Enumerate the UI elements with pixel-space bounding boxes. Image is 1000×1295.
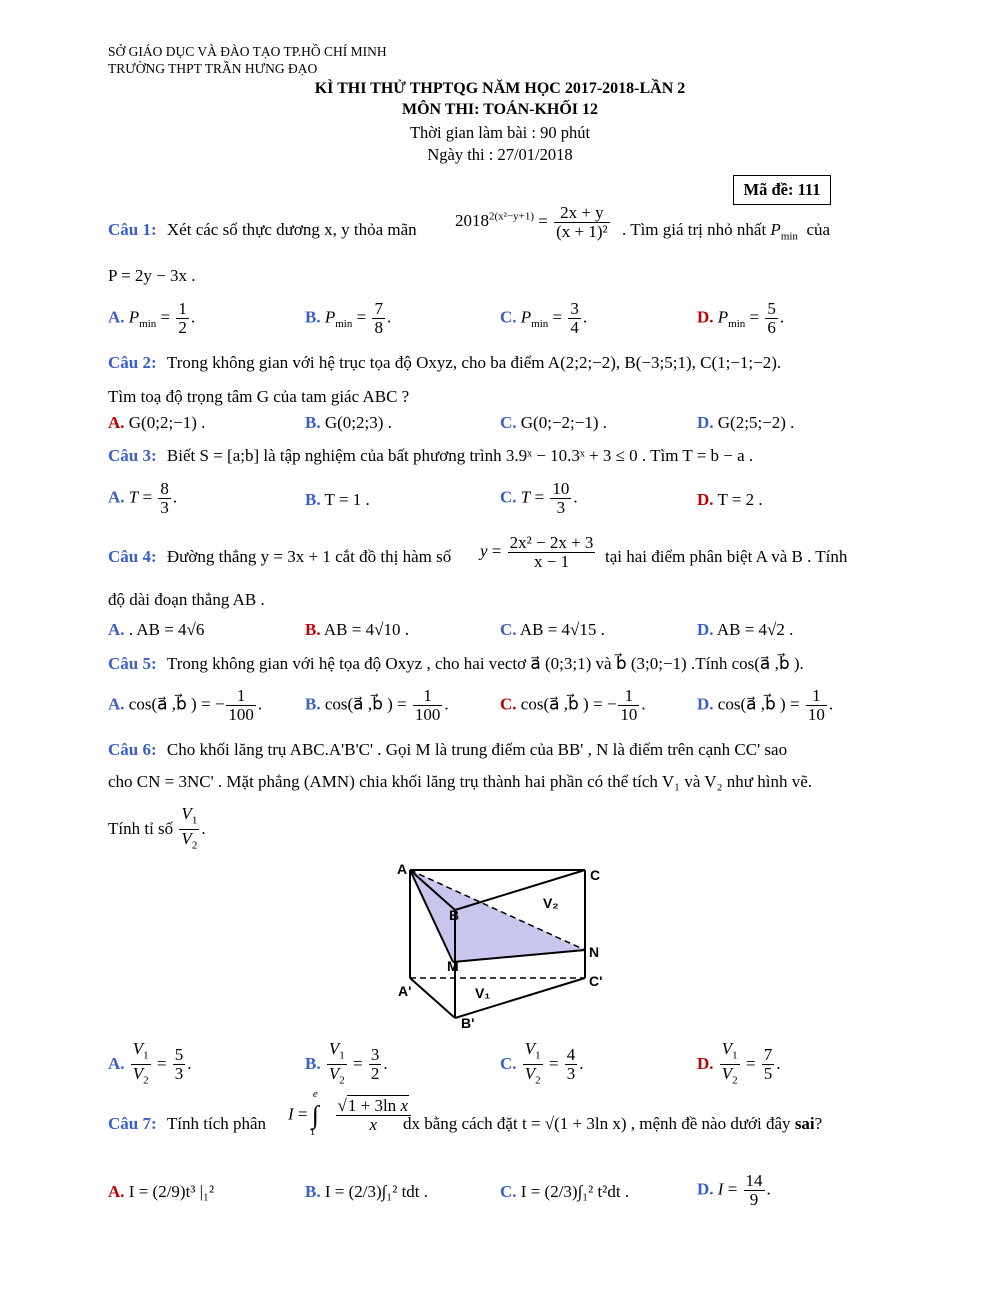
- q5-option-b: B. cos(a⃗ ,b⃗ ) = $\frac{1}{100}$ .: [305, 686, 449, 724]
- shaded-face-amn: [410, 870, 585, 962]
- q3-option-d: D. T = 2 .: [697, 490, 763, 509]
- label-v1: V₁: [475, 985, 491, 1001]
- q1-text-b: . Tìm giá trị nhỏ nhất $P_{min}$ của: [622, 220, 831, 243]
- q4-option-b: B. AB = 4√10 .: [305, 620, 409, 639]
- q7-option-a: A. I = (2/9)t³ |₁²: [108, 1182, 215, 1201]
- question-5: Câu 5: Trong không gian với hệ tọa độ Oxyz , cho hai vectơ a⃗ (0;3;1) và b⃗ (3;0;−1) .Tính cos(a⃗ ,b⃗ ).: [108, 654, 804, 673]
- q1-label: Câu 1:: [108, 220, 157, 239]
- q1-text-a: Xét các số thực dương x, y thỏa mãn: [166, 220, 417, 239]
- question-6: Câu 6: Cho khối lăng trụ ABC.A'B'C' . Gọi M là trung điểm của BB' , N là điểm trên cạnh CC' sao: [108, 740, 788, 759]
- school-name: TRƯỜNG THPT TRẦN HƯNG ĐẠO: [108, 61, 318, 76]
- label-c1: C': [589, 973, 603, 989]
- q6-line2: cho CN = 3NC' . Mặt phẳng (AMN) chia khối lăng trụ thành hai phần có thể tích V₁ và V₂ như hình vẽ.: [108, 772, 812, 791]
- q7-option-d: D. I = $\frac{14}{9}$ .: [697, 1171, 771, 1209]
- q5-option-a: A. cos(a⃗ ,b⃗ ) = − $\frac{1}{100}$ .: [108, 686, 263, 724]
- q6-option-a: A. $\frac{V_1}{V_2}$ = $\frac{5}{3}$ .: [108, 1040, 192, 1090]
- label-v2: V₂: [543, 895, 559, 911]
- question-7: Câu 7: Tính tích phân: [108, 1114, 267, 1133]
- duration: Thời gian làm bài : 90 phút: [409, 123, 591, 142]
- label-b: B: [449, 907, 460, 923]
- q2-option-c: C. G(0;−2;−1) .: [500, 413, 608, 432]
- q7-option-b: B. I = (2/3)∫₁² tdt .: [305, 1182, 429, 1201]
- question-2: Câu 2: Trong không gian với hệ trục tọa độ Oxyz, cho ba điểm A(2;2;−2), B(−3;5;1), C(1;−1;−2).: [108, 353, 782, 372]
- q4-text-b: tại hai điểm phân biệt A và B . Tính: [605, 547, 848, 566]
- label-n: N: [589, 944, 600, 960]
- q1-option-d: D. $P_{min}$ = $\frac{5}{6}$ .: [697, 299, 785, 337]
- edge-bc: [455, 870, 585, 910]
- exam-date: Ngày thi : 27/01/2018: [427, 145, 573, 164]
- q7-option-c: C. I = (2/3)∫₁² t²dt .: [500, 1182, 630, 1201]
- q2-line2: Tìm toạ độ trọng tâm G của tam giác ABC ?: [108, 387, 410, 406]
- q4-option-a: A. . AB = 4√6: [108, 620, 205, 639]
- prism-figure: [395, 860, 610, 1035]
- q3-option-a: A. T = $\frac{8}{3}$ .: [108, 479, 178, 517]
- q6-option-d: D. $\frac{V_1}{V_2}$ = $\frac{7}{5}$ .: [697, 1040, 781, 1090]
- q1-option-c: C. $P_{min}$ = $\frac{3}{4}$ .: [500, 299, 588, 337]
- q1-line2: P = 2y − 3x .: [108, 266, 196, 285]
- question-3: Câu 3: Biết S = [a;b] là tập nghiệm của bất phương trình 3.9ˣ − 10.3ˣ + 3 ≤ 0 . Tìm T = b − a .: [108, 446, 754, 465]
- q6-line3: Tính tỉ số $\frac{V_1}{V_2}$ .: [108, 805, 206, 855]
- q5-option-c: C. cos(a⃗ ,b⃗ ) = − $\frac{1}{10}$ .: [500, 686, 646, 724]
- label-c: C: [590, 867, 601, 883]
- q1-equation: $2018^{2(x^2-y+1)}$ = $\frac{2x + y}{\text{(x + 1)²}}$: [455, 203, 608, 241]
- q4-function: y = $\frac{\text{2x² − 2x + 3}}{x - 1}$: [480, 533, 594, 571]
- q2-option-d: D. G(2;5;−2) .: [697, 413, 795, 432]
- q2-option-b: B. G(0;2;3) .: [305, 413, 392, 432]
- label-m: M: [447, 958, 459, 974]
- q1-option-b: B. $P_{min}$ = $\frac{7}{8}$ .: [305, 299, 392, 337]
- q5-option-d: D. cos(a⃗ ,b⃗ ) = $\frac{1}{10}$ .: [697, 686, 834, 724]
- q1-option-a: A. $P_{min}$ = $\frac{1}{2}$ .: [108, 299, 196, 337]
- q6-option-c: C. $\frac{V_1}{V_2}$ = $\frac{4}{3}$ .: [500, 1040, 584, 1090]
- q2-option-a: A. G(0;2;−1) .: [108, 413, 206, 432]
- exam-code-box: Mã đề: 111: [733, 175, 831, 205]
- question-4: Câu 4: Đường thẳng y = 3x + 1 cắt đồ thị hàm số: [108, 547, 452, 566]
- label-a: A: [397, 861, 408, 877]
- dept-name: SỞ GIÁO DỤC VÀ ĐÀO TẠO TP.HỒ CHÍ MINH: [108, 44, 387, 59]
- label-a1: A': [398, 983, 412, 999]
- exam-title: KÌ THI THỬ THPTQG NĂM HỌC 2017-2018-LẦN 2: [314, 80, 686, 97]
- question-1: [108, 220, 417, 240]
- q3-option-b: B. T = 1 .: [305, 490, 370, 509]
- q4-option-d: D. AB = 4√2 .: [697, 620, 794, 639]
- q6-option-b: B. $\frac{V_1}{V_2}$ = $\frac{3}{2}$ .: [305, 1040, 388, 1090]
- q4-line2: độ dài đoạn thẳng AB .: [108, 590, 265, 609]
- q4-option-c: C. AB = 4√15 .: [500, 620, 605, 639]
- q7-text-b: dx bằng cách đặt t = √(1 + 3ln x) , mệnh đề nào dưới đây sai?: [403, 1114, 823, 1133]
- q7-integral: I = ∫$^e_1$ $\frac{\text{√1 + 3ln x}}{x}$: [288, 1097, 413, 1134]
- q3-option-c: C. T = $\frac{10}{3}$ .: [500, 479, 578, 517]
- edge-a1b1: [410, 978, 455, 1018]
- subject-title: MÔN THI: TOÁN-KHỐI 12: [401, 101, 599, 118]
- label-b1: B': [461, 1015, 475, 1031]
